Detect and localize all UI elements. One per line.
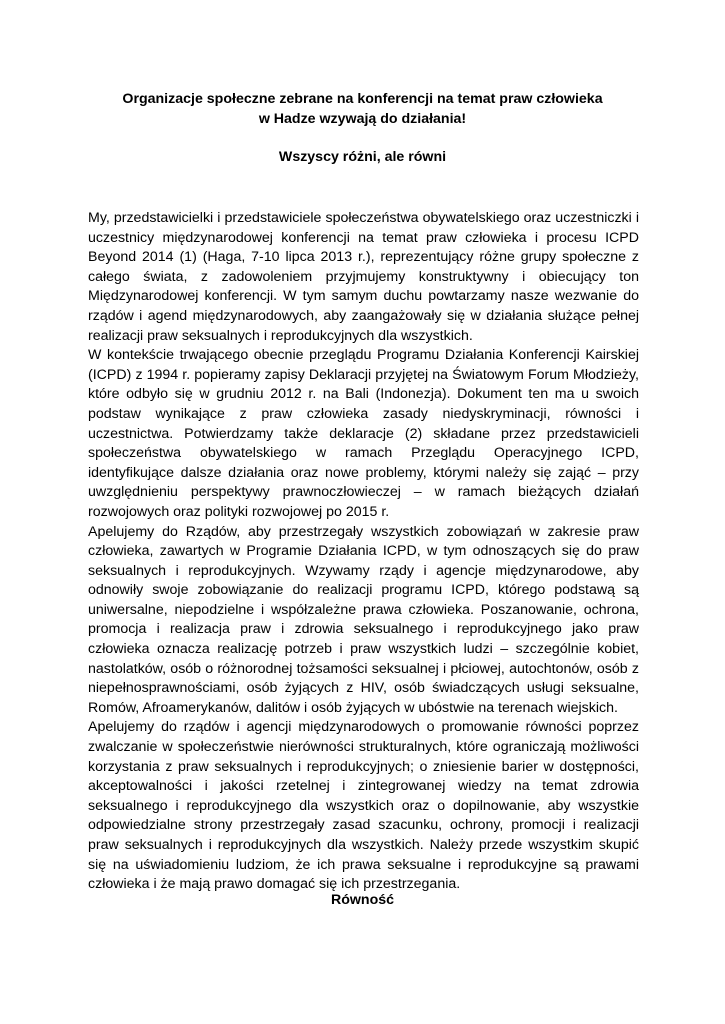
document-subtitle: Wszyscy różni, ale równi [278,149,447,165]
paragraph-appeal-equality: Apelujemy do rządów i agencji międzynarodowych o promowanie równości poprzez zwalczanie w społeczeństwie nierówności strukturalnych, które ograniczają możliwości korzystania z praw seksualnych i reprodukcyjnych; o zniesienie barier w dostępności, akceptowalności i jakości rzetelnej i zintegrowanej wiedzy na temat zdrowia seksualnego i reprodukcyjnego dla wszystkich oraz o dopilnowanie, aby wszystkie odpowiedzialne strony przestrzegały zasad szacunku, ochrony, promocji i realizacji praw seksualnych i reprodukcyjnych dla wszystkich. Należy przede wszystkim skupić się na uświadomieniu ludziom, że ich prawa seksualne i reprodukcyjne są prawami człowieka i że mają prawo domagać się ich przestrzegania. [88,719,639,893]
paragraph-appeal-governments: Apelujemy do Rządów, aby przestrzegały wszystkich zobowiązań w zakresie praw człowieka, zawartych w Programie Działania ICPD, w tym odnoszących się do praw seksualnych i reprodukcyjnych. Wzywamy rządy i agencje międzynarodowe, aby odnowiły swoje zobowiązanie do realizacji programu ICPD, którego podstawą są uniwersalne, niepodzielne i współzależne prawa człowieka. Poszanowanie, ochrona, promocja i realizacja praw i zdrowia seksualnego i reprodukcyjnego jako praw człowieka oznacza realizację potrzeb i praw wszystkich ludzi – szczególnie kobiet, nastolatków, osób o różnorodnej tożsamości seksualnej i płciowej, autochtonów, osób z niepełnosprawnościami, osób żyjących z HIV, osób świadczących usługi seksualne, Romów, Afroamerykanów, dalitów i osób żyjących w ubóstwie na terenach wiejskich. [88,523,639,716]
title-line-1: Organizacje społeczne zebrane na konferencji na temat praw człowieka [122,91,603,107]
document-body [88,209,639,895]
paragraph-context: W kontekście trwającego obecnie przeglądu Programu Działania Konferencji Kairskiej (ICPD) z 1994 r. popieramy zapisy Deklaracji przyjętej na Światowym Forum Młodzieży, które odbyło się w grudniu 2012 r. na Bali (Indonezja). Dokument ten ma u swoich podstaw wynikające z praw człowieka zasady niedyskryminacji, równości i uczestnictwa. Potwierdzamy także deklaracje (2) składane przez przedstawicieli społeczeństwa obywatelskiego w ramach Przeglądu Operacyjnego ICPD, identyfikujące dalsze działania oraz nowe problemy, którymi należy się zająć – przy uwzględnieniu perspektywy prawnoczłowieczej – w ramach bieżących działań rozwojowych oraz polityki rozwojowej po 2015 r. [88,347,639,520]
document-title [80,89,645,129]
section-heading-equality: Równość [330,892,395,908]
paragraph-intro: My, przedstawicielki i przedstawiciele społeczeństwa obywatelskiego oraz uczestniczki i uczestnicy międzynarodowej konferencji na temat praw człowieka i procesu ICPD Beyond 2014 (1) (Haga, 7-10 lipca 2013 r.), reprezentujący różne grupy społeczne z całego świata, z zadowoleniem przyjmujemy konstruktywny i obiecujący ton Międzynarodowej konferencji. W tym samym duchu powtarzamy nasze wezwanie do rządów i agend międzynarodowych, aby zaangażowały się w działania służące pełnej realizacji praw seksualnych i reprodukcyjnych dla wszystkich. [88,210,639,344]
title-line-2: w Hadze wzywają do działania! [258,111,467,127]
